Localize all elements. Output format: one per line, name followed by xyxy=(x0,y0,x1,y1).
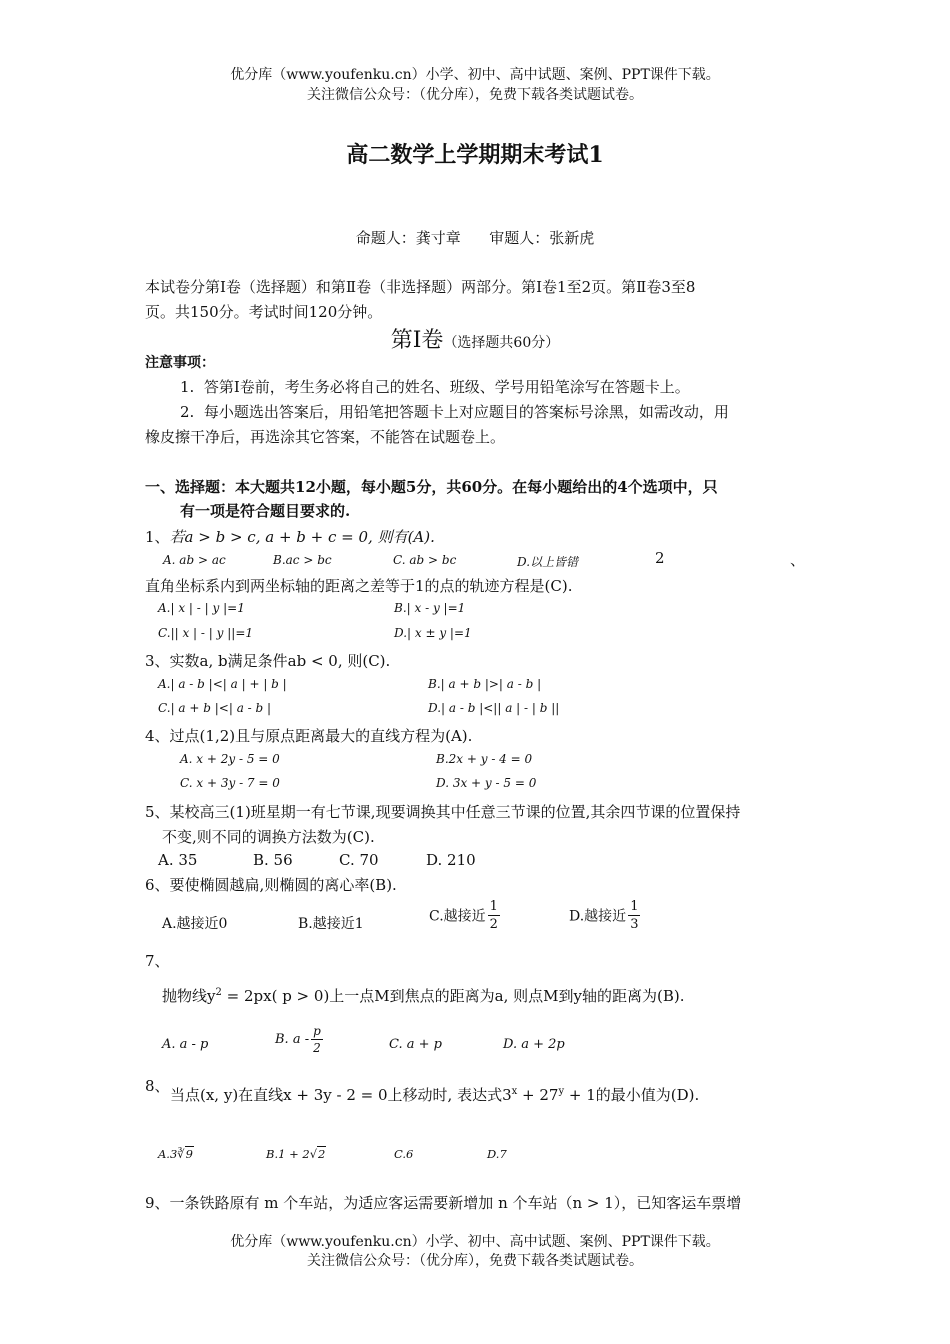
volume-sub: （选择题共60分） xyxy=(443,335,560,351)
fraction-denominator: 3 xyxy=(630,917,639,932)
notes-item-2a: 2. 每小题选出答案后，用铅笔把答题卡上对应题目的答案标号涂黑，如需改动，用 xyxy=(180,403,729,421)
question-5-option-b: B. 56 xyxy=(253,851,293,869)
section-heading-2: 有一项是符合题目要求的. xyxy=(180,502,351,520)
footer-line-1: 优分库（www.youfenku.cn）小学、初中、高中试题、案例、PPT课件下载。 xyxy=(230,1234,720,1250)
fraction-one-third xyxy=(628,900,640,931)
question-6-option-b: B.越接近1 xyxy=(298,916,364,932)
question-8-option-b-text: B.1 + 2 xyxy=(266,1147,310,1161)
question-3-option-c: C.| a + b |<| a - b | xyxy=(158,701,272,715)
question-3-stem xyxy=(145,650,390,671)
question-8-option-a xyxy=(158,1147,194,1161)
question-6-option-d-text: D.越接近 xyxy=(569,908,627,925)
question-5-stem-2: 不变,则不同的调换方法数为(C). xyxy=(162,828,375,846)
question-2-option-b: B.| x - y |=1 xyxy=(394,601,466,615)
question-8-stem xyxy=(170,1084,699,1105)
question-1-text: 若a > b > c, a + b + c = 0, 则有(A). xyxy=(169,528,435,546)
question-5-text-1: 某校高三(1)班星期一有七节课,现要调换其中任意三节课的位置,其余四节课的位置保持 xyxy=(169,803,741,821)
question-8-text-post: + 1的最小值为(D). xyxy=(564,1086,700,1104)
question-8-num: 8、 xyxy=(145,1077,170,1095)
question-8-option-c: C.6 xyxy=(394,1147,414,1161)
question-6-option-a: A.越接近0 xyxy=(162,916,228,932)
question-7-text-pre: 抛物线y xyxy=(162,987,216,1005)
question-1-option-b: B.ac > bc xyxy=(273,553,332,567)
question-7-stem xyxy=(162,985,684,1006)
question-8-option-d: D.7 xyxy=(487,1147,507,1161)
notes-item-2b: 橡皮擦干净后，再选涂其它答案，不能答在试题卷上。 xyxy=(145,428,506,446)
section-heading-1: 一、选择题：本大题共12小题，每小题5分，共60分。在每小题给出的4个选项中，只 xyxy=(145,478,718,496)
question-5-option-c: C. 70 xyxy=(339,851,379,869)
question-8-option-a-text: A.3 xyxy=(158,1147,178,1161)
question-1-option-a: A. ab > ac xyxy=(163,553,226,567)
footer-line-2: 关注微信公众号：（优分库），免费下载各类试题试卷。 xyxy=(307,1253,643,1269)
fraction-numerator: 1 xyxy=(489,899,498,914)
question-4-option-d: D. 3x + y - 5 = 0 xyxy=(436,776,537,790)
question-1-num: 1、 xyxy=(145,528,170,546)
question-8-option-a-radicand: 9 xyxy=(185,1147,193,1161)
question-7-option-d: D. a + 2p xyxy=(503,1037,565,1052)
fraction-numerator: p xyxy=(313,1024,321,1038)
question-3-text: 实数a, b满足条件ab < 0, 则(C). xyxy=(169,652,391,670)
question-7-option-b xyxy=(275,1025,325,1054)
authors-line: 命题人：龚寸章 审题人：张新虎 xyxy=(355,229,595,247)
question-5-stem-1 xyxy=(145,801,740,822)
question-2-option-d: D.| x ± y |=1 xyxy=(394,626,472,640)
question-4-text: 过点(1,2)且与原点距离最大的直线方程为(A). xyxy=(169,727,473,745)
question-7-option-c: C. a + p xyxy=(389,1037,442,1052)
intro-line-2: 页。共150分。考试时间120分钟。 xyxy=(145,303,383,321)
question-2-num: 2 xyxy=(655,549,665,567)
question-5-option-d: D. 210 xyxy=(426,851,476,869)
square-root-sign: √ xyxy=(309,1147,318,1161)
question-8-text-mid: + 27 xyxy=(517,1086,559,1104)
question-3-option-b: B.| a + b |>| a - b | xyxy=(428,677,542,691)
notes-item-1: 1. 答第Ⅰ卷前，考生务必将自己的姓名、班级、学号用铅笔涂写在答题卡上。 xyxy=(180,378,690,396)
question-1-option-c: C. ab > bc xyxy=(393,553,457,567)
cube-root-sign: ∛ xyxy=(177,1147,185,1161)
question-7-option-a: A. a - p xyxy=(162,1037,209,1052)
question-7-text-post: = 2px( p > 0)上一点M到焦点的距离为a, 则点M到y轴的距离为(B). xyxy=(221,987,685,1005)
question-3-option-d: D.| a - b |<|| a | - | b || xyxy=(428,701,560,715)
question-9-stem: 9、一条铁路原有 m 个车站，为适应客运需要新增加 n 个车站（n > 1），已知客运车票增 xyxy=(145,1194,742,1212)
header-line-1: 优分库（www.youfenku.cn）小学、初中、高中试题、案例、PPT课件下载。 xyxy=(230,67,720,83)
question-8-exponent-x: x xyxy=(511,1086,518,1097)
question-1-stem xyxy=(145,526,435,547)
question-3-num: 3、 xyxy=(145,652,170,670)
question-8-option-b-radicand: 2 xyxy=(318,1147,326,1161)
question-5-option-a: A. 35 xyxy=(158,851,198,869)
question-7-num: 7、 xyxy=(145,952,170,970)
question-1-option-d: D.以上皆错 xyxy=(517,555,579,569)
question-4-num: 4、 xyxy=(145,727,170,745)
question-4-option-a: A. x + 2y - 5 = 0 xyxy=(180,752,280,766)
question-6-option-d xyxy=(569,900,642,931)
question-3-option-a: A.| a - b |<| a | + | b | xyxy=(158,677,287,691)
question-4-option-c: C. x + 3y - 7 = 0 xyxy=(180,776,280,790)
fraction-p-over-2 xyxy=(311,1025,323,1054)
fraction-numerator: 1 xyxy=(630,899,639,914)
question-6-option-c-text: C.越接近 xyxy=(429,908,486,925)
question-6-option-c xyxy=(429,900,502,931)
question-2-stem: 直角坐标系内到两坐标轴的距离之差等于1的点的轨迹方程是(C). xyxy=(145,577,573,595)
question-6-stem xyxy=(145,874,397,895)
question-5-num: 5、 xyxy=(145,803,170,821)
intro-line-1: 本试卷分第Ⅰ卷（选择题）和第Ⅱ卷（非选择题）两部分。第Ⅰ卷1至2页。第Ⅱ卷3至8 xyxy=(145,278,696,296)
question-6-num: 6、 xyxy=(145,876,170,894)
question-7-exponent: 2 xyxy=(215,987,222,998)
question-8-text-pre: 当点(x, y)在直线x + 3y - 2 = 0上移动时, 表达式3 xyxy=(170,1086,512,1104)
question-2-option-c: C.|| x | - | y ||=1 xyxy=(158,626,254,640)
notes-heading: 注意事项： xyxy=(145,355,215,371)
volume-main: 第Ⅰ卷 xyxy=(390,328,444,353)
volume-heading xyxy=(0,323,950,354)
fraction-denominator: 2 xyxy=(489,917,498,932)
page-title: 高二数学上学期期末考试1 xyxy=(346,142,604,168)
question-2-option-a: A.| x | - | y |=1 xyxy=(158,601,245,615)
question-2-separator: 、 xyxy=(790,551,806,569)
question-7-option-b-text: B. a - xyxy=(275,1032,310,1047)
question-8-exponent-y: y xyxy=(558,1086,565,1097)
question-4-stem xyxy=(145,725,472,746)
question-4-option-b: B.2x + y - 4 = 0 xyxy=(436,752,533,766)
header-line-2: 关注微信公众号：（优分库），免费下载各类试题试卷。 xyxy=(307,87,643,103)
fraction-one-half xyxy=(488,900,500,931)
question-8-option-b xyxy=(266,1147,326,1161)
fraction-denominator: 2 xyxy=(313,1041,321,1055)
question-6-text: 要使椭圆越扁,则椭圆的离心率(B). xyxy=(169,876,397,894)
